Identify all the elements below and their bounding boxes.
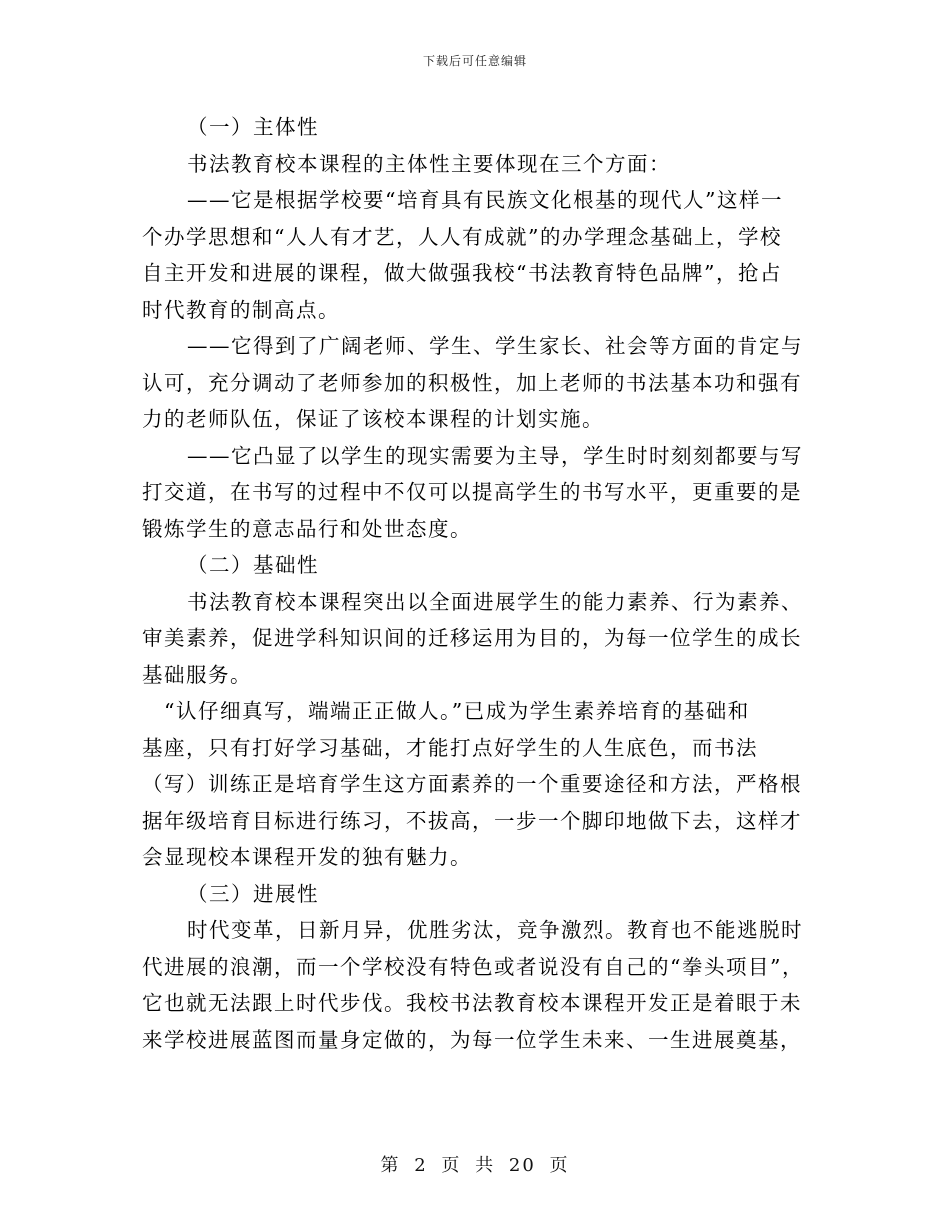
footer-label-unit: 页 bbox=[441, 1155, 462, 1176]
paragraph-line: 力的老师队伍，保证了该校本课程的计划实施。 bbox=[142, 407, 604, 431]
paragraph-line: ——它得到了广阔老师、学生、学生家长、社会等方面的肯定与 bbox=[187, 334, 803, 358]
paragraph-line: 认可，充分调动了老师参加的积极性，加上老师的书法基本功和强有 bbox=[142, 370, 802, 395]
paragraph-line: 来学校进展蓝图而量身定做的，为每一位学生未来、一生进展奠基， bbox=[142, 1027, 802, 1052]
paragraph-line: “认仔细真写，端端正正做人。”已成为学生素养培育的基础和 bbox=[164, 699, 750, 723]
footer-label-total: 共 bbox=[475, 1155, 496, 1176]
total-pages-number: 20 bbox=[508, 1155, 536, 1176]
section-heading-1: （一）主体性 bbox=[187, 115, 319, 139]
paragraph-line: ——它凸显了以学生的现实需要为主导，学生时时刻刻都要与写 bbox=[187, 443, 803, 468]
paragraph-line: 书法教育校本课程的主体性主要体现在三个方面： bbox=[187, 151, 671, 176]
paragraph-line: 审美素养，促进学科知识间的迁移运用为目的，为每一位学生的成长 bbox=[142, 626, 802, 650]
paragraph-line: 书法教育校本课程突出以全面进展学生的能力素养、行为素养、 bbox=[187, 589, 803, 614]
header-note: 下载后可任意编辑 bbox=[422, 54, 527, 68]
paragraph-line: 打交道，在书写的过程中不仅可以提高学生的书写水平，更重要的是 bbox=[142, 480, 802, 504]
paragraph-line: ——它是根据学校要“培育具有民族文化根基的现代人”这样一 bbox=[187, 188, 783, 212]
section-heading-2: （二）基础性 bbox=[187, 553, 319, 577]
paragraph-line: 会显现校本课程开发的独有魅力。 bbox=[142, 845, 472, 869]
document-body bbox=[142, 109, 812, 1058]
footer-label-page: 第 bbox=[380, 1155, 401, 1176]
paragraph-line: 基础服务。 bbox=[142, 662, 252, 687]
paragraph-line: 时代变革，日新月异，优胜劣汰，竞争激烈。教育也不能逃脱时 bbox=[187, 918, 803, 942]
paragraph-line: 自主开发和进展的课程，做大做强我校“书法教育特色品牌”，抢占 bbox=[142, 261, 782, 285]
paragraph-line: 基座，只有打好学习基础，才能打点好学生的人生底色，而书法 bbox=[142, 735, 758, 760]
footer-label-unit-2: 页 bbox=[549, 1155, 570, 1176]
current-page-number: 2 bbox=[414, 1155, 428, 1176]
paragraph-line: 时代教育的制高点。 bbox=[142, 297, 340, 322]
section-heading-3: （三）进展性 bbox=[187, 881, 319, 906]
paragraph-line: 据年级培育目标进行练习，不拔高，一步一个脚印地做下去，这样才 bbox=[142, 808, 802, 833]
paragraph-line: 代进展的浪潮，而一个学校没有特色或者说没有自己的“拳头项目”， bbox=[142, 954, 804, 979]
paragraph-line: 它也就无法跟上时代步伐。我校书法教育校本课程开发正是着眼于未 bbox=[142, 991, 802, 1015]
paragraph-line: 锻炼学生的意志品行和处世态度。 bbox=[142, 516, 472, 541]
page-footer bbox=[0, 1151, 950, 1177]
paragraph-line: （写）训练正是培育学生这方面素养的一个重要途径和方法，严格根 bbox=[142, 772, 802, 796]
paragraph-line: 个办学思想和“人人有才艺，人人有成就”的办学理念基础上，学校 bbox=[142, 224, 782, 249]
